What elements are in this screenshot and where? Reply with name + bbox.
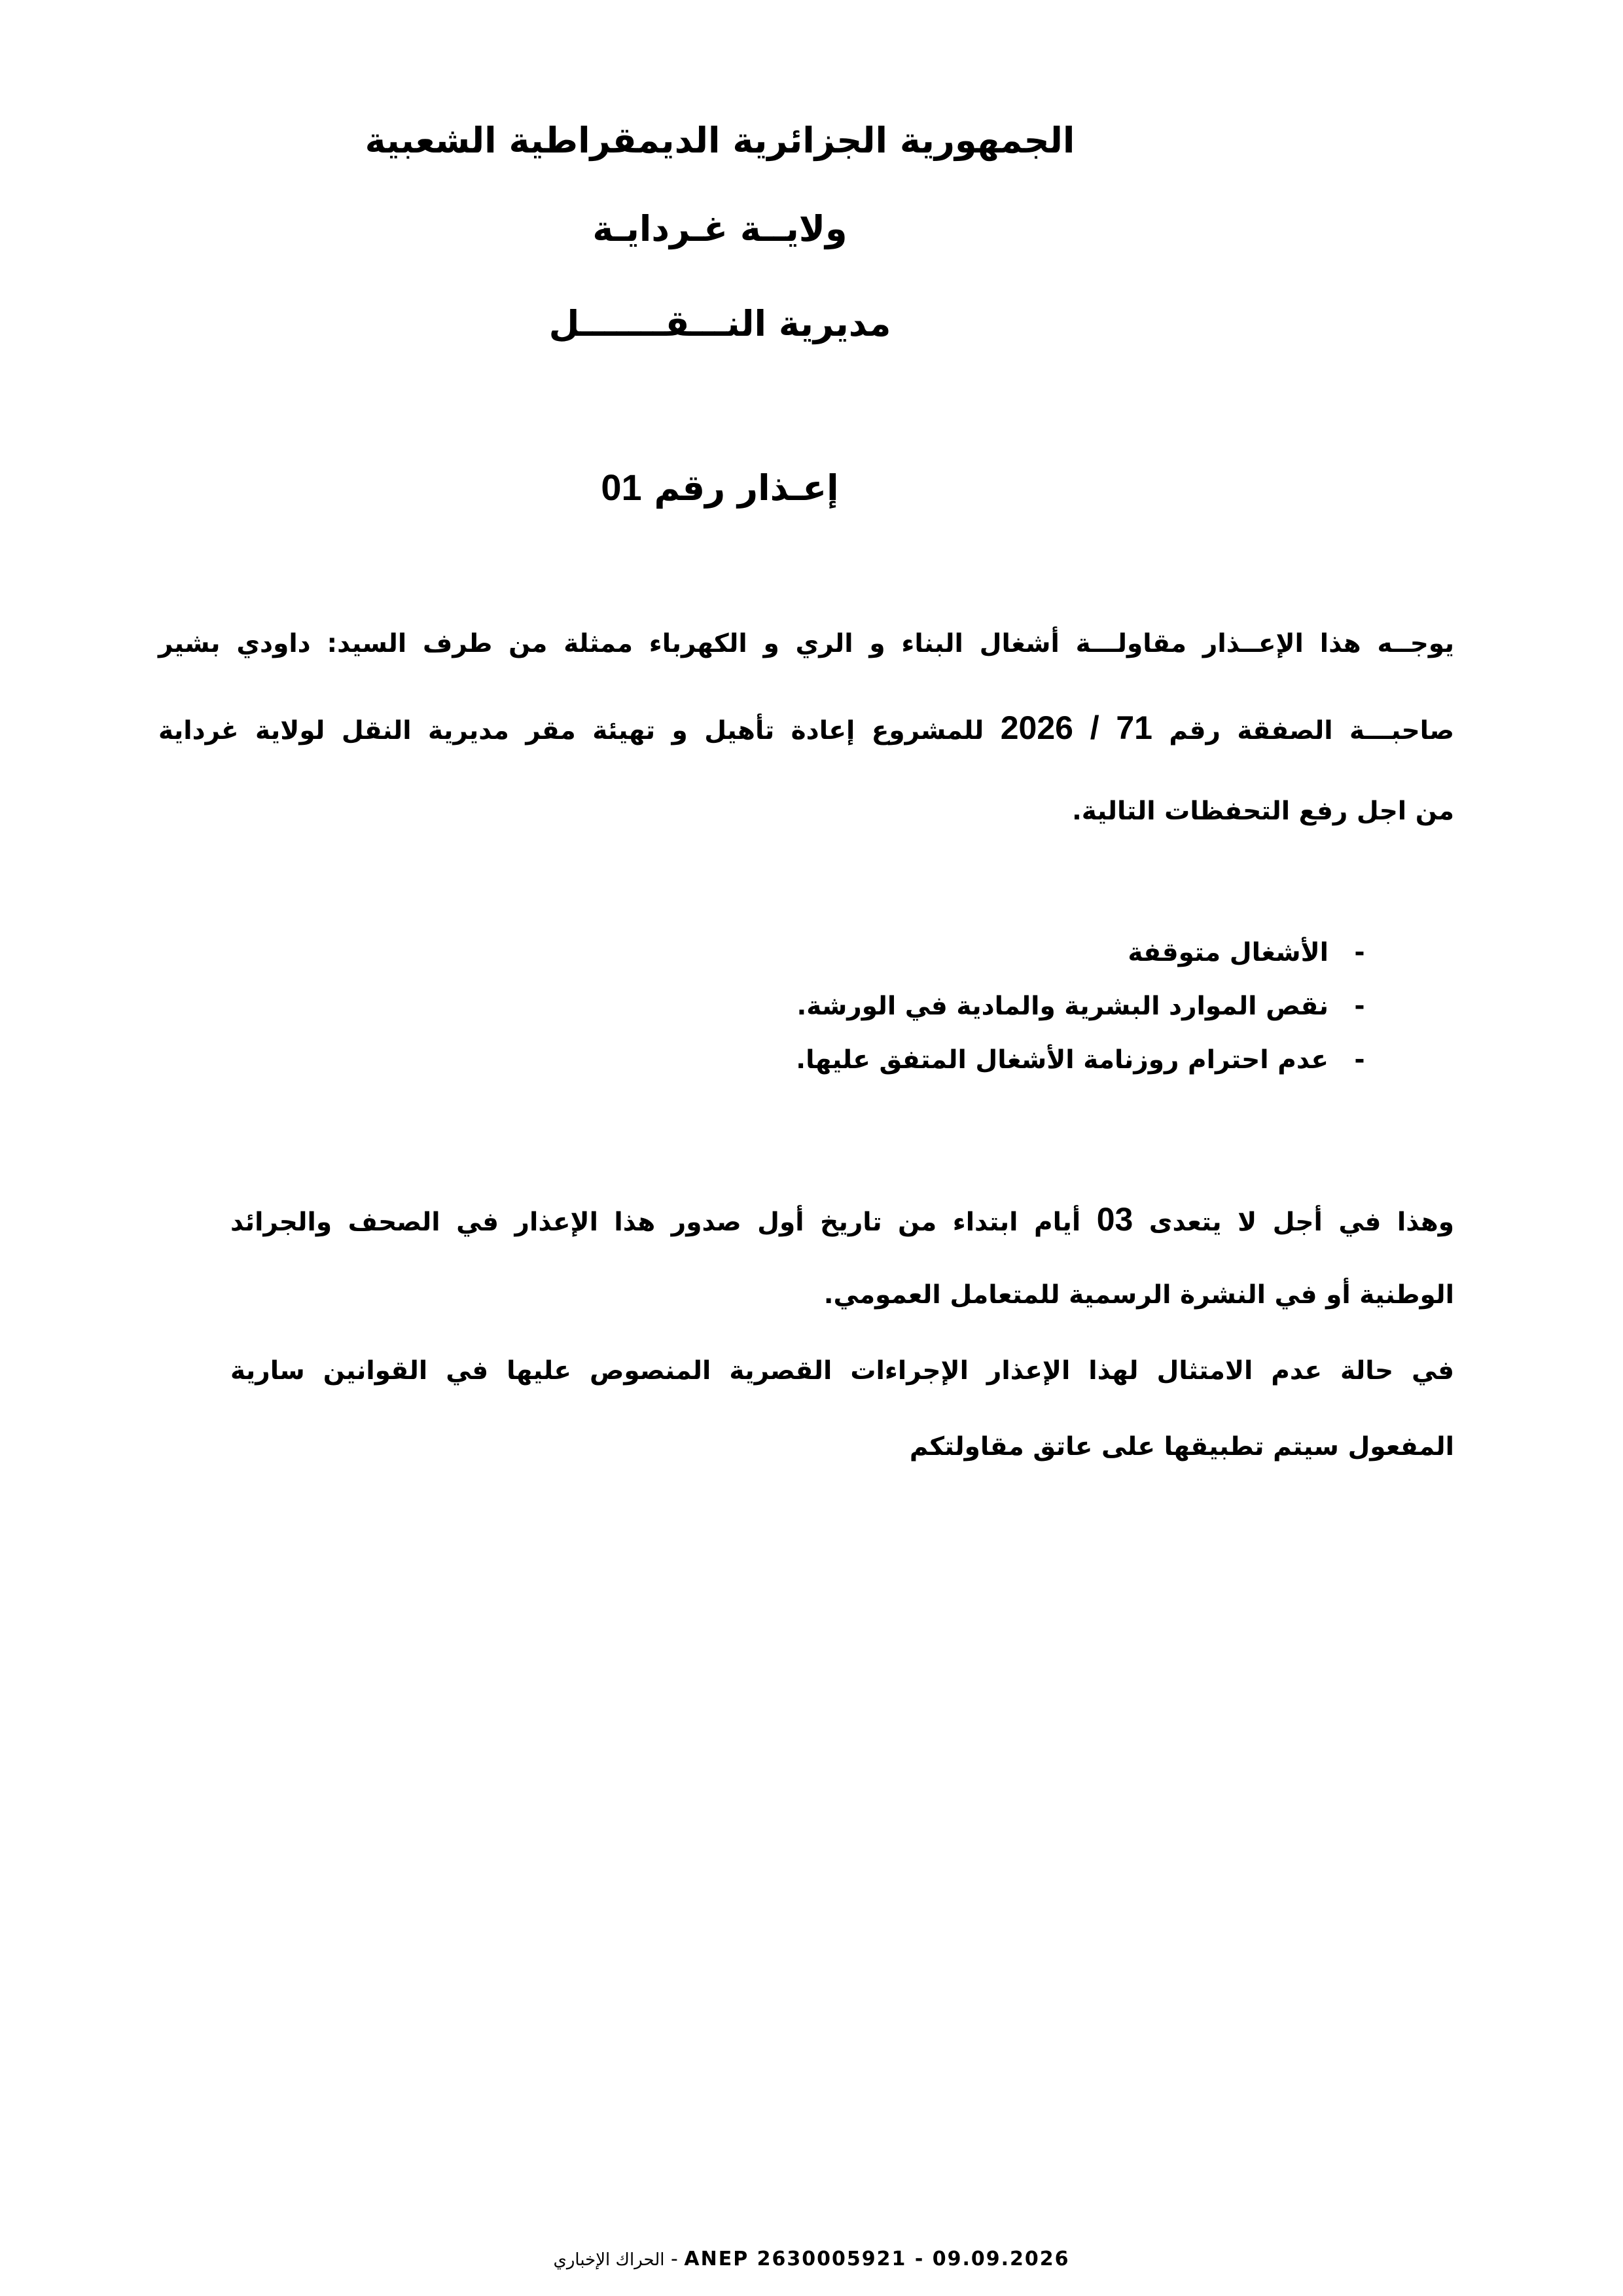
wilaya-title: ولايــة غـردايـة — [592, 208, 847, 249]
intro-line-1: يوجــه هذا الإعــذار مقاولـــة أشغال البناء و الري و الكهرباء ممثلة من طرف السيد: داودي بشير — [158, 629, 1454, 658]
notice-number: 01 — [601, 467, 642, 508]
reservation-text: الأشغال متوقفة — [1128, 938, 1329, 967]
deadline-line-3: في حالة عدم الامتثال لهذا الإعذار الإجراءات القصرية المنصوص عليها في القوانين سارية — [230, 1356, 1454, 1386]
directorate-title: مديرية النـــقـــــــل — [548, 303, 891, 344]
bullet-dash: - — [1354, 1045, 1365, 1075]
anep-reference: ANEP 2630005921 - 09.09.2026 — [684, 2248, 1070, 2270]
contract-number: 71 / 2026 — [1000, 709, 1152, 746]
deadline-line-2: الوطنية أو في النشرة الرسمية للمتعامل العمومي. — [823, 1280, 1454, 1310]
intro-line-3: من اجل رفع التحفظات التالية. — [1071, 797, 1454, 826]
footer-separator: - — [664, 2248, 685, 2270]
list-item — [474, 926, 1391, 980]
bullet-dash: - — [1354, 938, 1365, 967]
intro-line-2-end: للمشروع إعادة تأهيل و تهيئة مقر مديرية النقل لولاية غرداية — [158, 716, 984, 745]
deadline-line-1 — [230, 1181, 1454, 1257]
newspaper-name: الحراك الإخباري — [553, 2250, 665, 2270]
intro-line-2-start: صاحبـــة الصفقة رقم — [1169, 716, 1455, 745]
notice-title — [458, 461, 982, 514]
intro-paragraph — [158, 602, 1454, 853]
deadline-line-1-end: أيام ابتداء من تاريخ أول صدور هذا الإعذار في الصحف والجرائد — [230, 1208, 1081, 1237]
deadline-line-4: المفعول سيتم تطبيقها على عاتق مقاولتكم — [909, 1432, 1454, 1462]
reservation-text: عدم احترام روزنامة الأشغال المتفق عليها. — [796, 1045, 1329, 1075]
list-item — [474, 1033, 1391, 1087]
reservation-text: نقص الموارد البشرية والمادية في الورشة. — [796, 992, 1329, 1021]
deadline-paragraph — [230, 1181, 1454, 1485]
bullet-dash: - — [1354, 992, 1365, 1021]
deadline-days: 03 — [1096, 1201, 1133, 1238]
republic-title: الجمهورية الجزائرية الديمقراطية الشعبية — [365, 120, 1075, 161]
deadline-line-1-start: وهذا في أجل لا يتعدى — [1149, 1208, 1455, 1237]
list-item — [474, 980, 1391, 1033]
notice-title-word: إعـذار رقم — [654, 467, 839, 509]
intro-line-2 — [158, 686, 1454, 770]
reservations-list — [474, 926, 1391, 1087]
publication-footer — [0, 2246, 1623, 2273]
